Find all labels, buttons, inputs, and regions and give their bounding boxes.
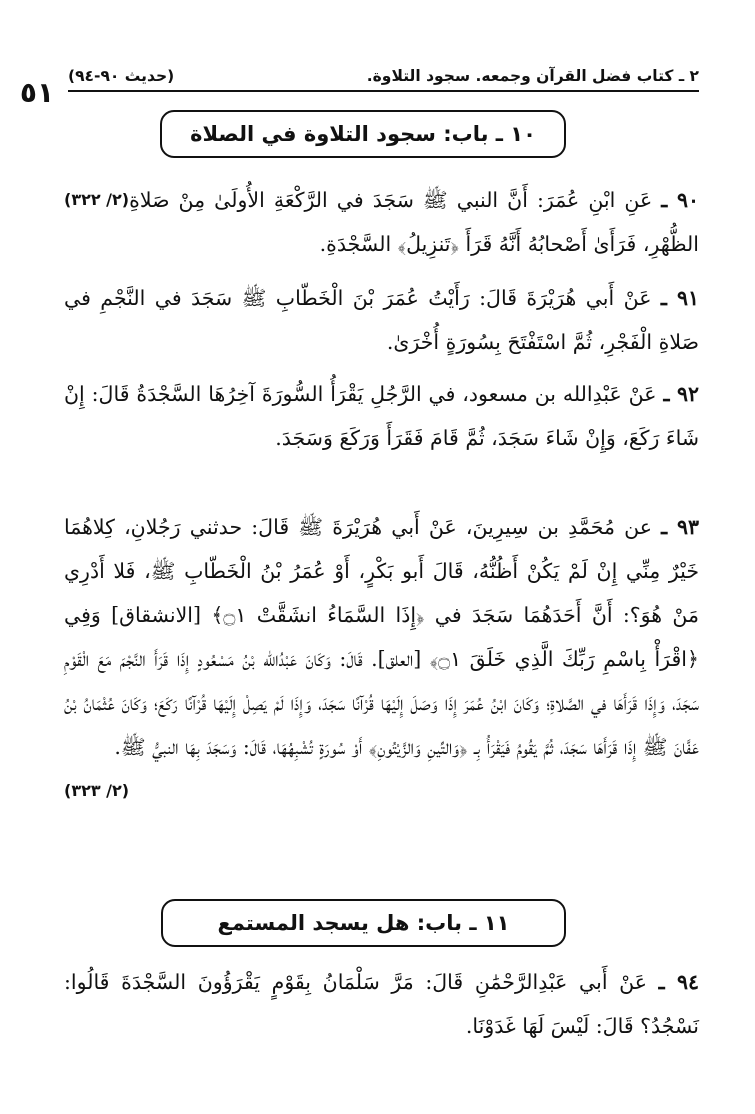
hadith-number: ٩١ ـ bbox=[660, 286, 699, 310]
section-title-11: ١١ ـ باب: هل يسجد المستمع bbox=[161, 899, 566, 947]
hadith-number: ٩٠ ـ bbox=[661, 188, 699, 212]
running-header-hadith-range: (حديث ٩٠-٩٤) bbox=[68, 67, 175, 85]
page-number: ٥١ bbox=[19, 76, 55, 109]
section-title-10: ١٠ ـ باب: سجود التلاوة في الصلاة bbox=[160, 110, 566, 158]
hadith-90 bbox=[64, 178, 699, 266]
hadith-91 bbox=[64, 276, 699, 364]
hadith-text: عَنْ عَبْدِالله بن مسعود، في الرَّجُلِ يَقْرَأُ السُّورَةَ آخِرُهَا السَّجْدَةُ قَالَ: إِنْ شَاءَ رَكَعَ، وَإِنْ شَاءَ سَجَدَ، ثُمَّ قَامَ فَقَرَأَ وَرَكَعَ وَسَجَدَ. bbox=[64, 382, 699, 450]
running-header-chapter: ٢ ـ كتاب فضل القرآن وجمعه. سجود التلاوة. bbox=[366, 67, 699, 85]
hadith-number: ٩٤ ـ bbox=[658, 970, 699, 994]
hadith-text: عَنِ ابْنِ عُمَرَ: أَنَّ النبي ﷺ سَجَدَ في الرَّكْعَةِ الأُولَىٰ مِنْ صَلاةِ الظُّهْرِ، فَرَأَىٰ أَصْحابُهُ أَنَّهُ قَرَأَ ﴿تَنزِيلُ﴾ السَّجْدَةِ. bbox=[129, 188, 699, 256]
hadith-text: عَنْ أَبي هُرَيْرَةَ قَالَ: رَأَيْتُ عُمَرَ بْنَ الْخَطّابِ ﷺ سَجَدَ في النَّجْمِ في صَلاةِ الْفَجْرِ، ثُمَّ اسْتَفْتَحَ بِسُورَةٍ أُخْرَىٰ. bbox=[64, 286, 699, 354]
hadith-reference: (٢/ ٣٢٣) bbox=[64, 781, 130, 800]
hadith-93 bbox=[64, 505, 699, 813]
hadith-number: ٩٢ ـ bbox=[663, 382, 699, 406]
hadith-reference: (٢/ ٣٢٢) bbox=[64, 190, 130, 209]
hadith-number: ٩٣ ـ bbox=[661, 515, 699, 539]
hadith-94 bbox=[64, 960, 699, 1048]
hadith-text: عَنْ أَبي عَبْدِالرَّحْمَٰنِ قَالَ: مَرَّ سَلْمَانُ بِقَوْمٍ يَقْرَؤُونَ السَّجْدَةَ قَالُوا: نَسْجُدُ؟ قَالَ: لَيْسَ لَهَا غَدَوْنَا. bbox=[64, 970, 699, 1038]
running-header bbox=[68, 62, 699, 92]
hadith-92 bbox=[64, 372, 699, 460]
hadith-text: عن مُحَمَّدِ بن سِيرِينَ، عَنْ أَبي هُرَيْرَةَ ﷺ قَالَ: حدثني رَجُلانِ، كِلاهُمَا خَيْرٌ مِنِّي إِنْ لَمْ يَكُنْ أَظُنُّهُ، قَالَ أَبو بَكْرٍ، أَوْ عُمَرُ بْنُ الْخَطّابِ ﷺ، فَلا أَدْرِي مَنْ هُوَ؟: أَنَّ أَحَدَهُمَا سَجَدَ في ﴿إِذَا السَّمَاءُ انشَقَّتْ ۝١﴾ [الانشقاق] وَفِي ﴿اقْرَأْ بِاسْمِ رَبِّكَ الَّذِي خَلَقَ ۝١﴾ [العلق]. قَالَ: وَكَانَ عَبْدُالله بْنُ مَسْعُودٍ إِذَا قَرَأَ النَّجْمَ مَعَ الْقَوْمِ سَجَدَ، وَإِذَا قَرَأَهَا في الصَّلاةِ؛ وَكَانَ ابْنُ عُمَرَ إِذَا وَصَلَ إِلَيْهَا قُرْآنًا سَجَدَ، وَإِذَا لَمْ يَصِلْ إِلَيْهَا قُرْآنًا رَكَعَ؛ وَكَانَ عُثْمَانُ بْنُ عَفَّانَ ﷺ إِذَا قَرَأَهَا سَجَدَ، ثُمَّ يَقُومُ فَيَقْرَأُ بِـ ﴿وَالتِّينِ وَالزَّيْتُونِ﴾ أَوْ سُورَةٍ تُشْبِهُهَا، قَالَ: وَسَجَدَ بِهَا النبيُّ ﷺ. bbox=[64, 515, 699, 759]
